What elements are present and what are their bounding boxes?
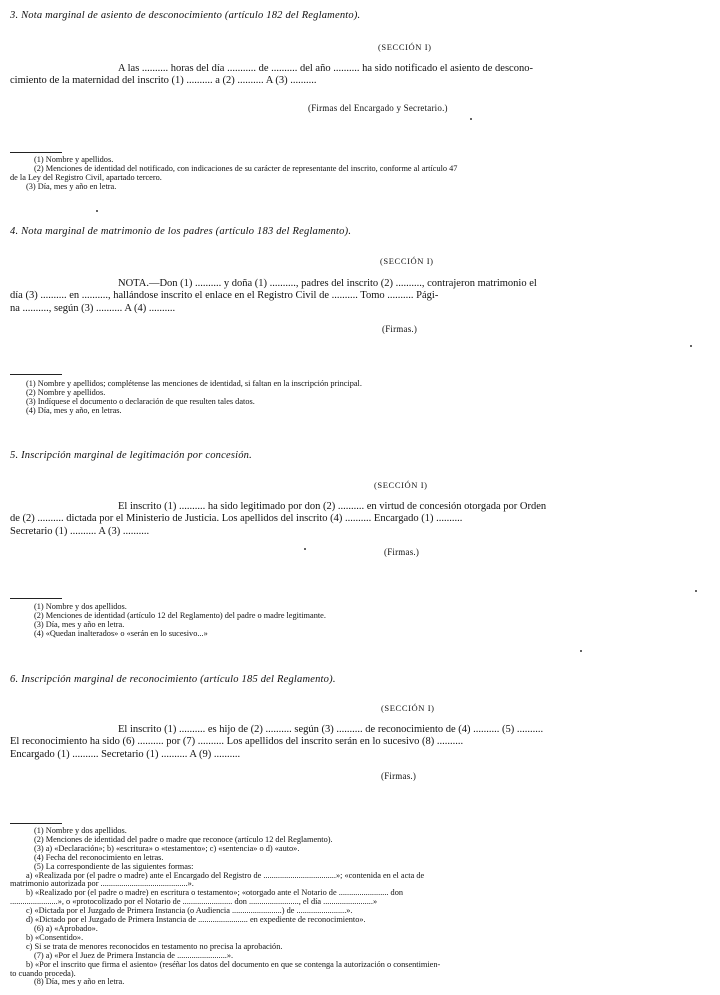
section-6-body [10,724,716,761]
footnote: (1) Nombre y apellidos. [34,155,114,164]
section-5-footnotes [10,603,716,639]
section-3-body [10,63,716,88]
footnote: (1) Nombre y apellidos; complétense las menciones de identidad, si faltan en la inscripción principal. [26,379,362,388]
footnote: (2) Menciones de identidad del notificado, con indicaciones de su carácter de representante del inscrito, conforme al artículo 47 [34,163,458,173]
body-line: El inscrito (1) .......... es hijo de (2) .......... según (3) .......... de reconocimiento de (4) .......... (5) .......... [118,724,544,735]
footnote: (4) Fecha del reconocimiento en letras. [34,852,164,862]
body-line: día (3) .......... en .........., hallándose inscrito el enlace en el Registro Civil de .......... Tomo .......... Pági- [10,290,439,302]
section-6-footnotes [10,827,716,987]
body-line: Secretario (1) .......... A (3) .......... [10,525,150,537]
footnote: (7) a) «Por el Juez de Primera Instancia de ........................». [34,950,234,960]
body-line: Encargado (1) .......... Secretario (1) .......... A (9) .......... [10,748,241,760]
footnote: c) «Dictada por el Juzgado de Primera Instancia (o Audiencia ........................) de ........................». [26,906,353,916]
section-5-signatures: (Firmas.) [384,547,420,557]
footnote: (6) a) «Aprobado». [34,923,98,933]
footnote: (2) Menciones de identidad (artículo 12 del Reglamento) del padre o madre legitimante. [34,610,326,620]
footnote: a) «Realizada por (el padre o madre) ante el Encargado del Registro de ...................................»; «contenida en el acta de [26,870,425,880]
footnote-divider [10,374,62,375]
footnote: (8) Día, mes y año en letra. [34,977,125,987]
footnote: (2) Menciones de identidad del padre o madre que reconoce (artículo 12 del Reglamento). [34,834,333,844]
footnote: (1) Nombre y dos apellidos. [34,826,127,835]
section-5-body [10,501,716,538]
body-line: El reconocimiento ha sido (6) .......... por (7) .......... Los apellidos del inscrito serán en lo sucesivo (8) .......... [10,736,464,748]
scan-speck [96,210,98,212]
body-line: El inscrito (1) .......... ha sido legitimado por don (2) .......... en virtud de concesión otorgada por Orden [118,501,547,512]
section-3-footnotes [10,156,716,192]
section-4-signatures: (Firmas.) [382,324,418,334]
footnote: .......................», o «protocolizado por el Notario de ........................ don ........................, el día ........................» [10,897,378,907]
section-5-heading: 5. Inscripción marginal de legitimación por concesión. [10,450,252,461]
scan-speck [580,650,582,652]
scan-speck [304,548,306,550]
section-6-seccion-label: (SECCIÓN I) [381,703,435,713]
footnote: (2) Nombre y apellidos. [26,387,106,397]
footnote: to cuando proceda). [10,968,76,978]
footnote: (5) La correspondiente de las siguientes formas: [34,861,194,871]
footnote: (4) «Quedan inalterados» o «serán en lo sucesivo...» [34,628,208,638]
section-4-footnotes [10,380,716,416]
footnote: c) Si se trata de menores reconocidos en testamento no precisa la aprobación. [26,941,283,951]
footnote: (3) Indíquese el documento o declaración de que resulten tales datos. [26,396,255,406]
footnote: d) «Dictado por el Juzgado de Primera Instancia de ........................ en expediente de reconocimiento». [26,915,366,925]
footnote: (3) a) «Declaración»; b) «escritura» o «testamento»; c) «sentencia» o d) «auto». [34,843,300,853]
footnote: de la Ley del Registro Civil, apartado tercero. [10,172,162,182]
footnote: matrimonio autorizada por ..........................................». [10,879,194,889]
footnote: b) «Por el inscrito que firma el asiento» (reséñar los datos del documento en que se contenga la autorización o consentimien- [26,959,441,969]
body-line: cimiento de la maternidad del inscrito (1) .......... a (2) .......... A (3) .......... [10,75,317,87]
section-6-signatures: (Firmas.) [381,771,417,781]
footnote: (3) Día, mes y año en letra. [34,619,125,629]
scan-speck [470,118,472,120]
footnote-divider [10,823,62,824]
footnote: b) «Realizado por (el padre o madre) en escritura o testamento»; «otorgado ante el Notario de ........................ don [26,888,404,898]
footnote: (3) Día, mes y año en letra. [26,181,117,191]
section-3-heading: 3. Nota marginal de asiento de desconocimiento (artículo 182 del Reglamento). [10,10,361,21]
scan-speck [695,590,697,592]
footnote: (1) Nombre y dos apellidos. [34,602,127,611]
footnote-divider [10,152,62,153]
footnote: b) «Consentido». [26,932,84,942]
body-line: A las .......... horas del día ........... de .......... del año .......... ha sido notificado el asiento de descono- [118,63,533,74]
footnote: (4) Día, mes y año, en letras. [26,405,122,415]
body-line: de (2) .......... dictada por el Ministerio de Justicia. Los apellidos del inscrito (4) .......... Encargado (1) .......... [10,513,463,525]
section-4-seccion-label: (SECCIÓN I) [380,256,434,266]
body-line: NOTA.—Don (1) .......... y doña (1) .........., padres del inscrito (2) .........., contrajeron matrimonio el [118,278,537,289]
section-3-signatures: (Firmas del Encargado y Secretario.) [308,103,448,113]
scan-speck [690,345,692,347]
section-4-body [10,278,716,315]
footnote-divider [10,598,62,599]
section-4-heading: 4. Nota marginal de matrimonio de los padres (artículo 183 del Reglamento). [10,226,352,237]
body-line: na .........., según (3) .......... A (4) .......... [10,302,176,314]
section-3-seccion-label: (SECCIÓN I) [378,42,432,52]
section-5-seccion-label: (SECCIÓN I) [374,480,428,490]
section-6-heading: 6. Inscripción marginal de reconocimiento (artículo 185 del Reglamento). [10,674,336,685]
